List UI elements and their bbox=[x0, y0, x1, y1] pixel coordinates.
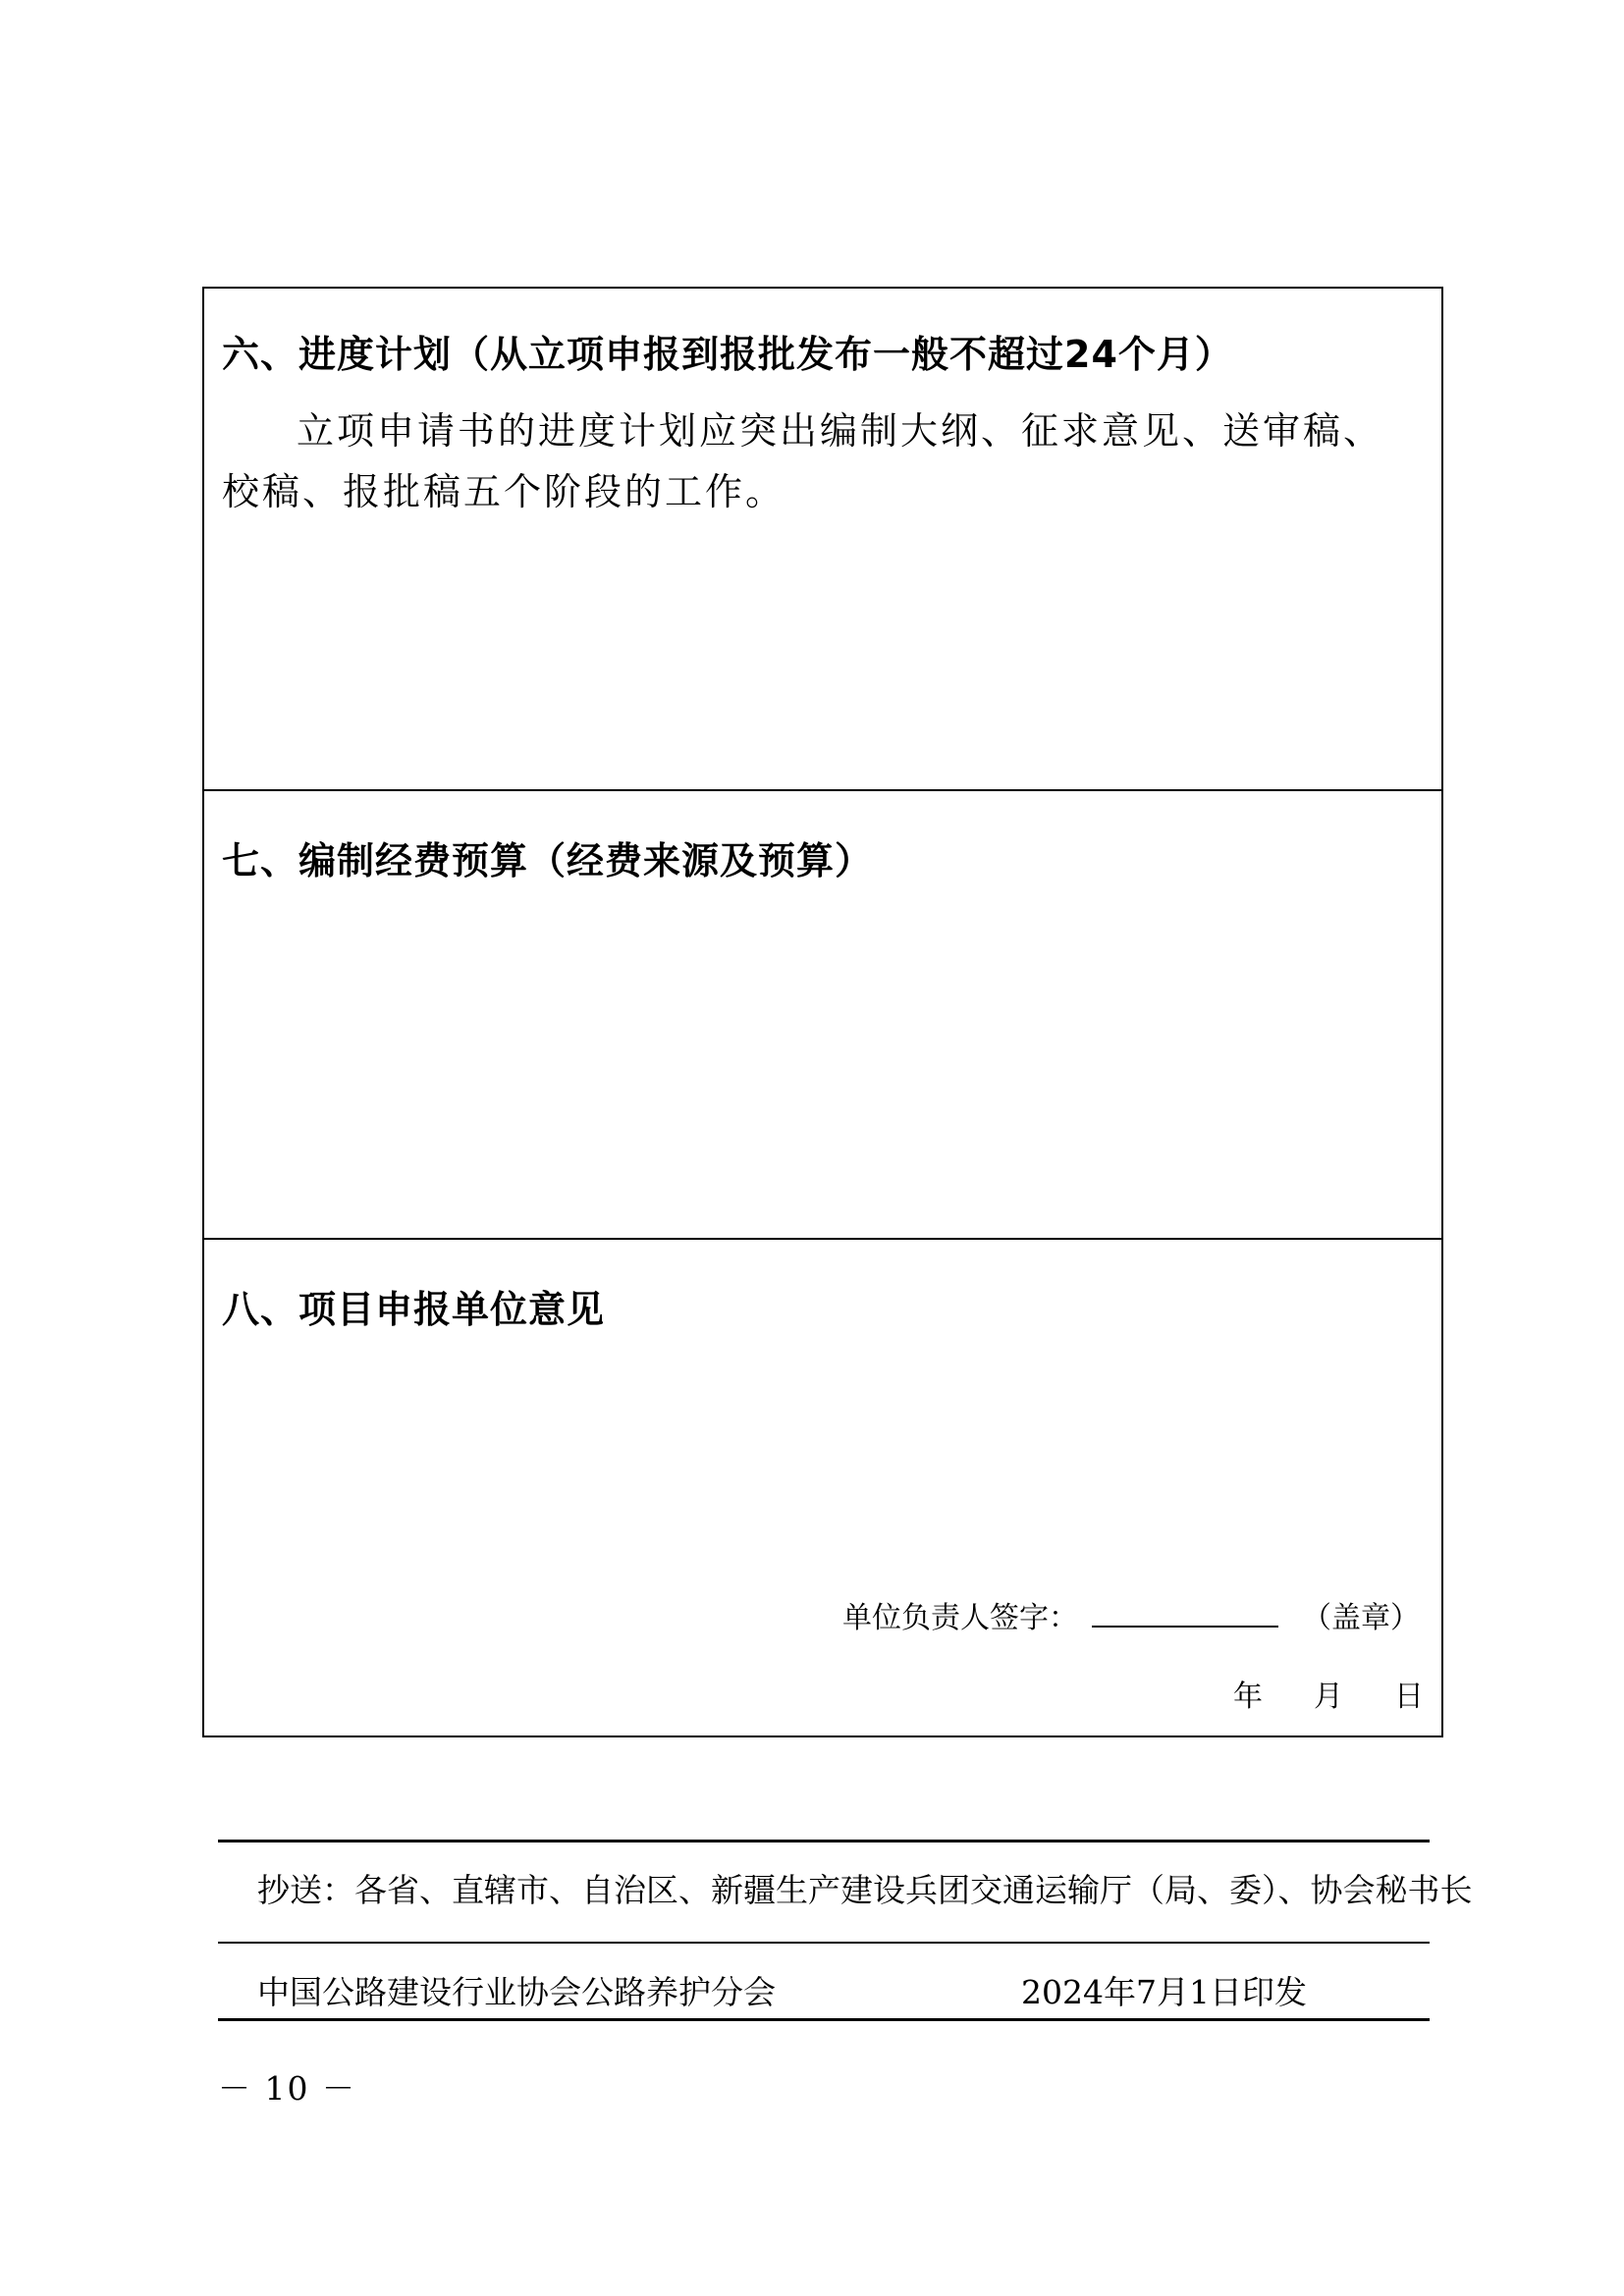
schedule-body-text: 立项申请书的进度计划应突出编制大纲、征求意见、送审稿、校稿、报批稿五个阶段的工作。 bbox=[222, 409, 1384, 513]
unit-opinion-heading: 八、项目申报单位意见 bbox=[222, 1288, 606, 1331]
footer-bottom-rule bbox=[218, 2018, 1430, 2021]
seal-label: （盖章） bbox=[1302, 1601, 1420, 1635]
schedule-section bbox=[204, 289, 1441, 791]
cc-distribution-text: 抄送：各省、直辖市、自治区、新疆生产建设兵团交通运输厅（局、委）、协会秘书长 bbox=[257, 1871, 1473, 1909]
date-day-label: 日 bbox=[1394, 1680, 1424, 1714]
application-form-table bbox=[202, 287, 1443, 1737]
budget-section bbox=[204, 791, 1441, 1240]
budget-heading: 七、编制经费预算（经费来源及预算） bbox=[222, 839, 874, 882]
unit-opinion-section bbox=[204, 1240, 1441, 1735]
date-line bbox=[1182, 1672, 1424, 1715]
signature-line bbox=[842, 1593, 1420, 1636]
footer-top-rule bbox=[218, 1840, 1430, 1842]
date-month-label: 月 bbox=[1314, 1680, 1343, 1714]
signature-label: 单位负责人签字： bbox=[842, 1601, 1078, 1635]
signature-blank bbox=[1092, 1598, 1278, 1628]
issuer-name: 中国公路建设行业协会公路养护分会 bbox=[257, 1973, 776, 2011]
date-year-label: 年 bbox=[1233, 1680, 1263, 1714]
page-number: － 10 － bbox=[218, 2069, 356, 2108]
schedule-heading: 六、进度计划（从立项申报到报批发布一般不超过24个月） bbox=[222, 333, 1233, 376]
footer-middle-rule bbox=[218, 1942, 1430, 1944]
issue-date: 2024年7月1日印发 bbox=[1021, 1973, 1307, 2011]
